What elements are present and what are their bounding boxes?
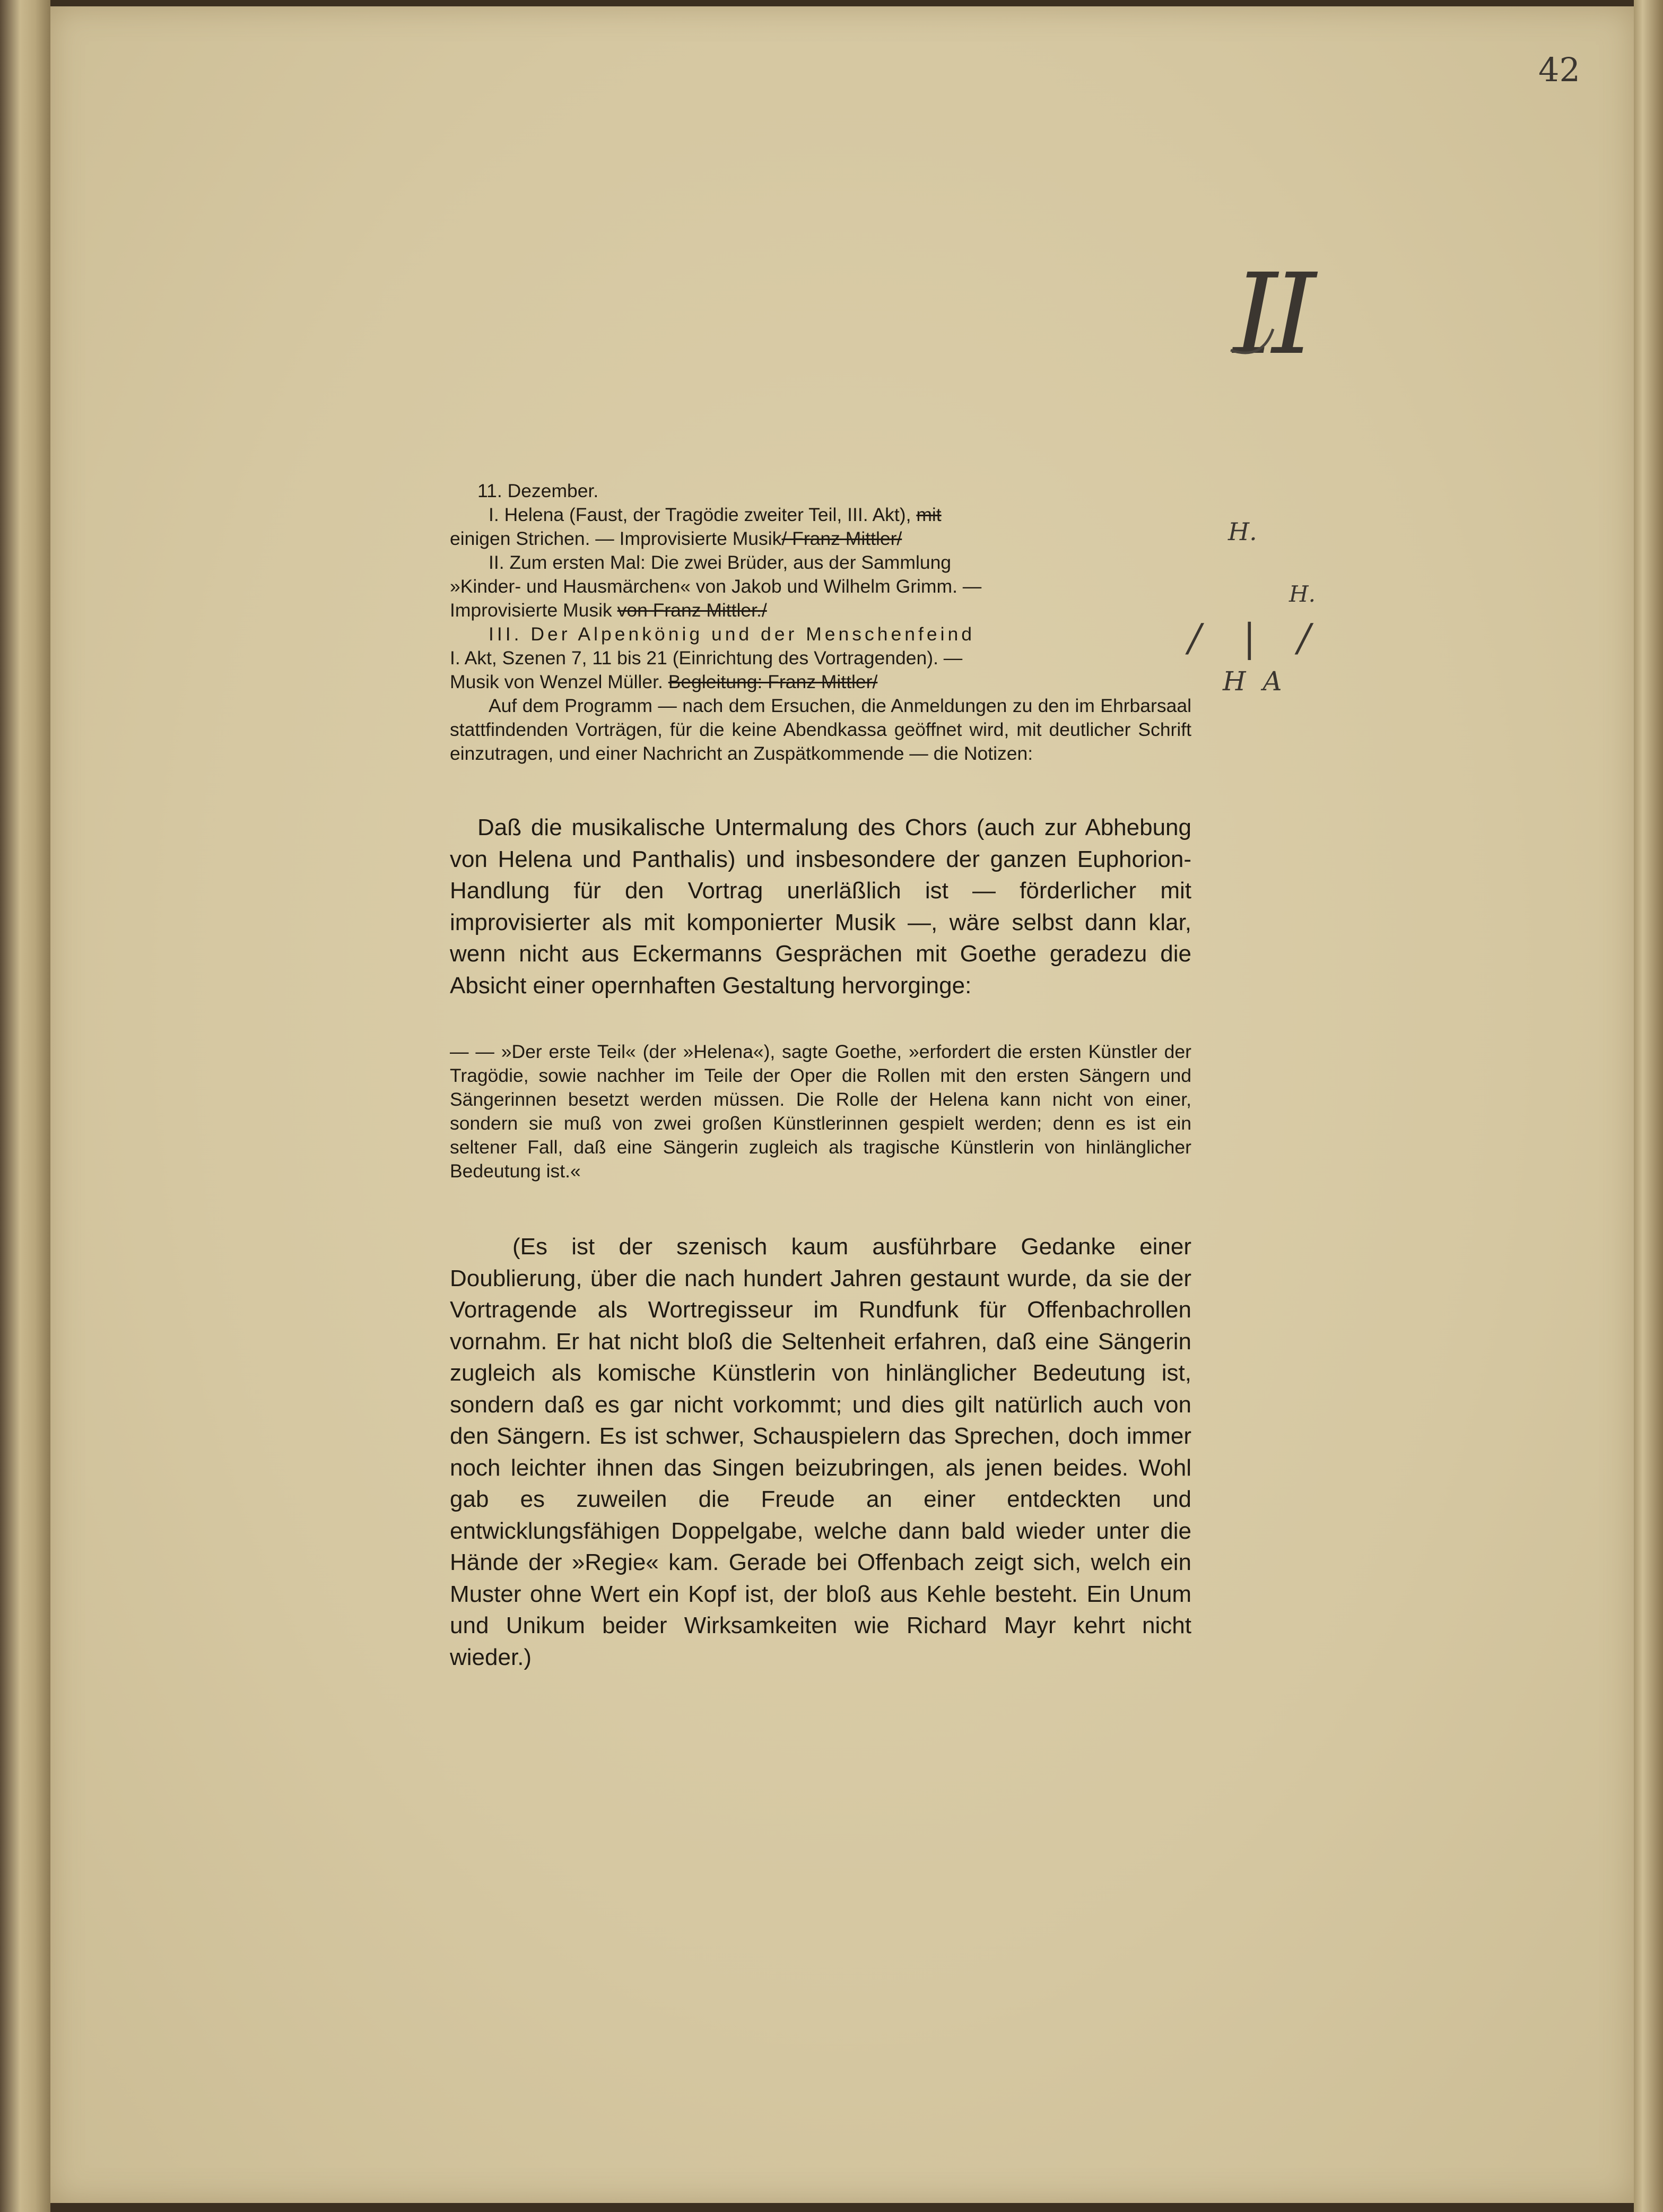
margin-note-1: H. [1228, 517, 1257, 546]
strike-mittler-1: / Franz Mittler/ [781, 528, 902, 549]
program-date [450, 479, 1191, 503]
program-date-text: 11. Dezember. [477, 480, 599, 501]
strike-mittler-2: von Franz Mittler./ [617, 600, 767, 621]
strike-mittler-3: Begleitung: Franz Mittler/ [668, 671, 878, 692]
program-item-1-text-2: einigen Strichen. — Improvisierte Musik [450, 528, 782, 549]
program-item-2-text-3: Improvisierte Musik [450, 600, 612, 621]
program-item-1-line-2 [450, 527, 1191, 551]
margin-note-4: H A [1223, 666, 1286, 697]
body-paragraph-2 [450, 1231, 1191, 1673]
program-item-3-line-3 [450, 670, 1191, 694]
program-item-1-text-1: I. Helena (Faust, der Tragödie zweiter Teil, III. Akt), [489, 504, 911, 525]
margin-note-3: / | / [1188, 615, 1326, 660]
program-item-3-line-2: I. Akt, Szenen 7, 11 bis 21 (Einrichtung des Vortragenden). — [450, 647, 963, 669]
goethe-quote [450, 1040, 1191, 1183]
page-edge [1634, 0, 1663, 2212]
strike-mit: mit [916, 504, 942, 525]
program-block [450, 479, 1191, 766]
book-spine [0, 0, 50, 2212]
program-item-1-line-1 [450, 503, 1191, 527]
margin-note-2: H. [1289, 581, 1316, 607]
section-mark-hook-icon [1220, 318, 1284, 366]
body-paragraph-1-text: Daß die musikalische Untermalung des Chors (auch zur Abhebung von Helena und Panthalis) und insbesondere der ganzen Euphorion-Handlung für den Vortrag unerläßlich ist — förderlicher mit improvisierter als mit komponierter Musik —, wäre selbst dann klar, wenn nicht aus Eckermanns Gesprächen mit Goethe geradezu die Absicht einer opernhaften Gestaltung hervorginge: [450, 814, 1191, 999]
program-item-3-line-1: III. Der Alpenkönig und der Menschenfeind [489, 623, 975, 645]
body-paragraph-2-text: (Es ist der szenisch kaum ausführbare Gedanke einer Doublierung, über die nach hundert Jahren gestaunt wurde, da sie der Vortragende als Wortregisseur im Rundfunk für Offenbachrollen vornahm. Er hat nicht bloß die Seltenheit erfahren, daß eine Sängerin zugleich als komische Künstlerin von hinlänglicher Bedeutung ist, sondern daß es gar nicht vorkommt; und dies gilt natürlich auch von den Sängern. Es ist schwer, Schauspielern das Sprechen, doch immer noch leichter ihnen das Singen beizubringen, als jenen beides. Wohl gab es zuweilen die Freude an einer entdeckten und entwicklungsfähigen Doppelgabe, welche dann bald wieder unter die Hände der »Regie« kam. Gerade bei Offenbach zeigt sich, welch ein Muster ohne Wert ein Kopf ist, der bloß aus Kehle besteht. Ein Unum und Unikum beider Wirksamkeiten wie Richard Mayr kehrt nicht wieder.) [450, 1234, 1191, 1670]
program-item-2-line-2: »Kinder- und Hausmärchen« von Jakob und Wilhelm Grimm. — [450, 576, 982, 597]
section-mark: II [1233, 249, 1311, 379]
program-item-2-line-3 [450, 598, 1191, 622]
goethe-quote-text: — — »Der erste Teil« (der »Helena«), sagte Goethe, »erfordert die ersten Künstler der Tragödie, sowie nachher im Teile der Oper die Rollen mit den ersten Sängern und Sängerinnen besetzt werden müssen. Die Rolle der Helena kann nicht von einer, sondern sie muß von zwei großen Künstlerinnen gespielt werden; denn es ist ein seltener Fall, daß eine Sängerin zugleich als tragische Künstlerin von hinlänglicher Bedeutung ist.« [450, 1041, 1191, 1182]
program-note-paragraph: Auf dem Programm — nach dem Ersuchen, die Anmeldungen zu den im Ehrbarsaal stattfindenden Vorträgen, für die keine Abendkassa geöffnet wird, mit deutlicher Schrift einzutragen, und einer Nachricht an Zuspätkommende — die Notizen: [450, 695, 1191, 764]
program-item-2-line-1: II. Zum ersten Mal: Die zwei Brüder, aus der Sammlung [489, 552, 952, 573]
body-paragraph-1 [450, 812, 1191, 1001]
program-item-3-text-3: Musik von Wenzel Müller. [450, 671, 663, 692]
page-number: 42 [1538, 50, 1580, 89]
